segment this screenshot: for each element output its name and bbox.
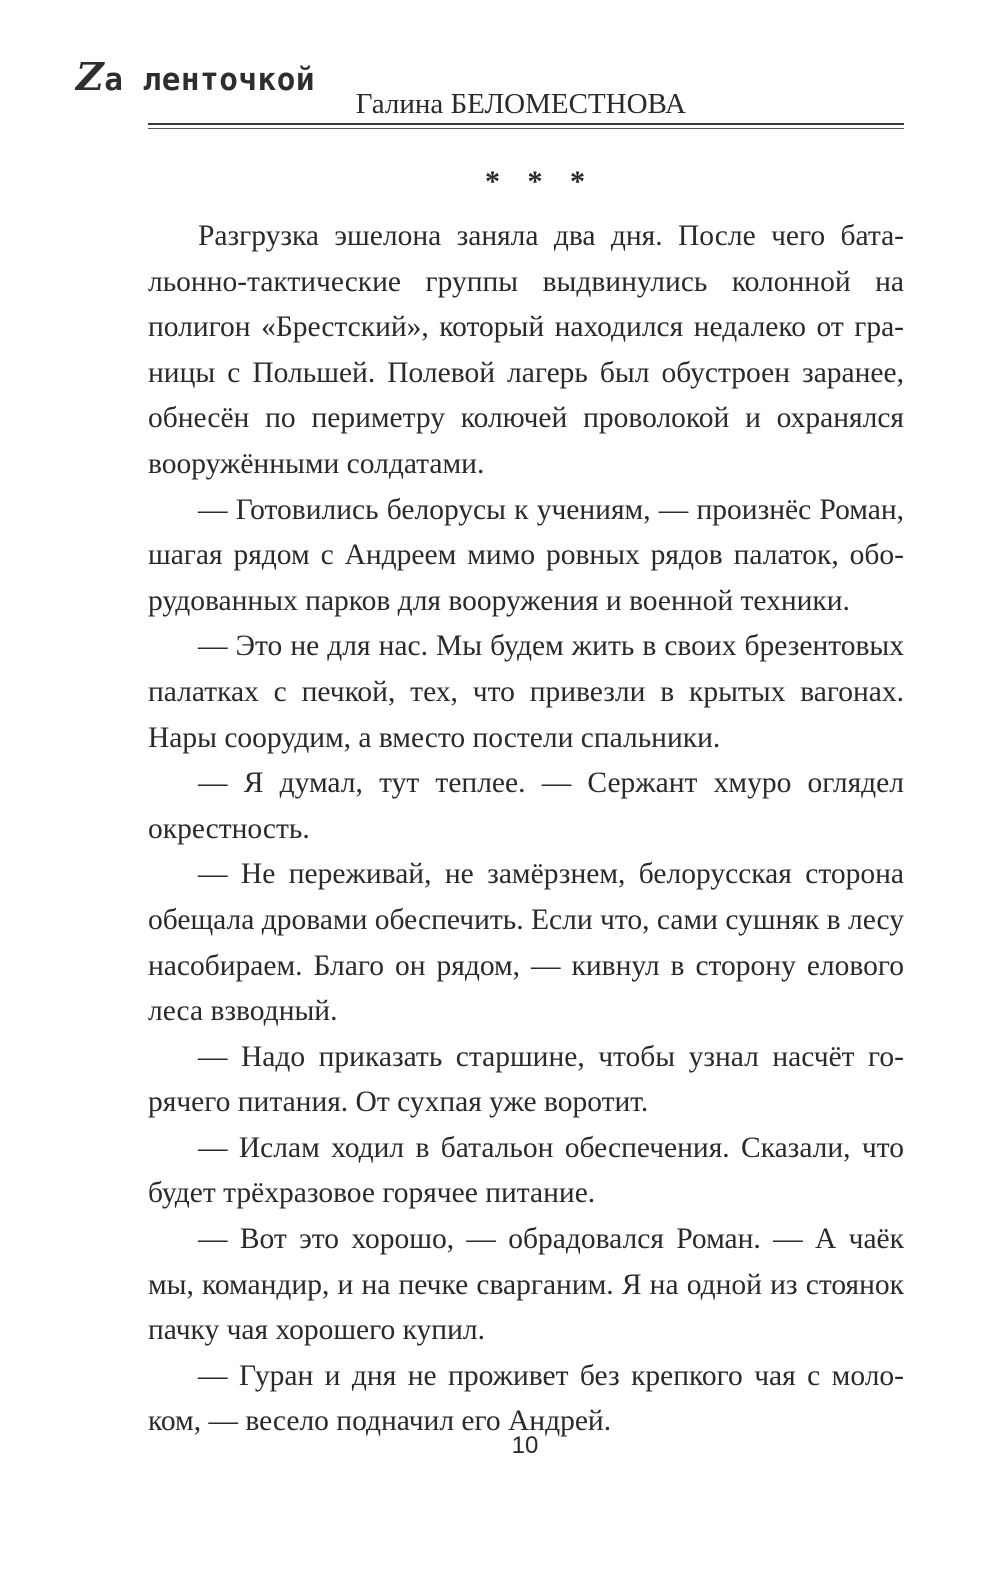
paragraph: — Надо приказать старшине, чтобы узнал насчёт горячего питания. От сухпая уже воротит. bbox=[148, 1040, 904, 1119]
series-title-initial: Z bbox=[76, 54, 105, 99]
section-separator: * * * bbox=[485, 165, 595, 198]
running-head bbox=[76, 50, 904, 130]
series-title bbox=[76, 54, 315, 99]
paragraph: — Гуран и дня не проживет без крепкого чая с молоком, — весело подначил его Андрей. bbox=[148, 1359, 904, 1438]
series-title-rest: а ленточкой bbox=[104, 62, 316, 98]
header-rule-thin bbox=[148, 128, 904, 129]
paragraph: — Вот это хорошо, — обрадовался Роман. — А чаёк мы, командир, и на печке сварганим. Я на одной из стоянок пачку чая хорошего купил. bbox=[148, 1223, 904, 1347]
paragraph: — Ислам ходил в батальон обеспечения. Сказали, что будет трёхразовое горячее питание. bbox=[148, 1131, 904, 1210]
page-number: 10 bbox=[511, 1432, 539, 1459]
author-name: Галина БЕЛОМЕСТНОВА bbox=[355, 88, 686, 120]
paragraph: — Готовились белорусы к учениям, — произнёс Роман, шагая рядом с Андреем мимо ровных рядов палаток, оборудованных парков для вооружения и военной техники. bbox=[148, 493, 904, 617]
paragraph: — Не переживай, не замёрзнем, белорусская сторона обещала дровами обеспечить. Если что, сами сушняк в лесу насобираем. Благо он рядом, — кивнул в сторону елового леса взводный. bbox=[148, 858, 904, 1028]
paragraph: — Я думал, тут теплее. — Сержант хмуро оглядел окрестность. bbox=[148, 767, 904, 845]
paragraph: — Это не для нас. Мы будем жить в своих брезентовых палатках с печкой, тех, что привезли в крытых вагонах. Нары соорудим, а вместо постели спальники. bbox=[148, 630, 904, 754]
body-text bbox=[148, 214, 904, 1445]
header-rule bbox=[148, 123, 904, 125]
paragraph: Разгрузка эшелона заняла два дня. После чего батальонно-тактические группы выдвинулись колонной на полигон «Брестский», который находился недалеко от границы с Польшей. Полевой лагерь был обустроен заранее, обнесён по периметру колючей проволокой и охранялся вооружёнными солдатами. bbox=[148, 220, 904, 480]
